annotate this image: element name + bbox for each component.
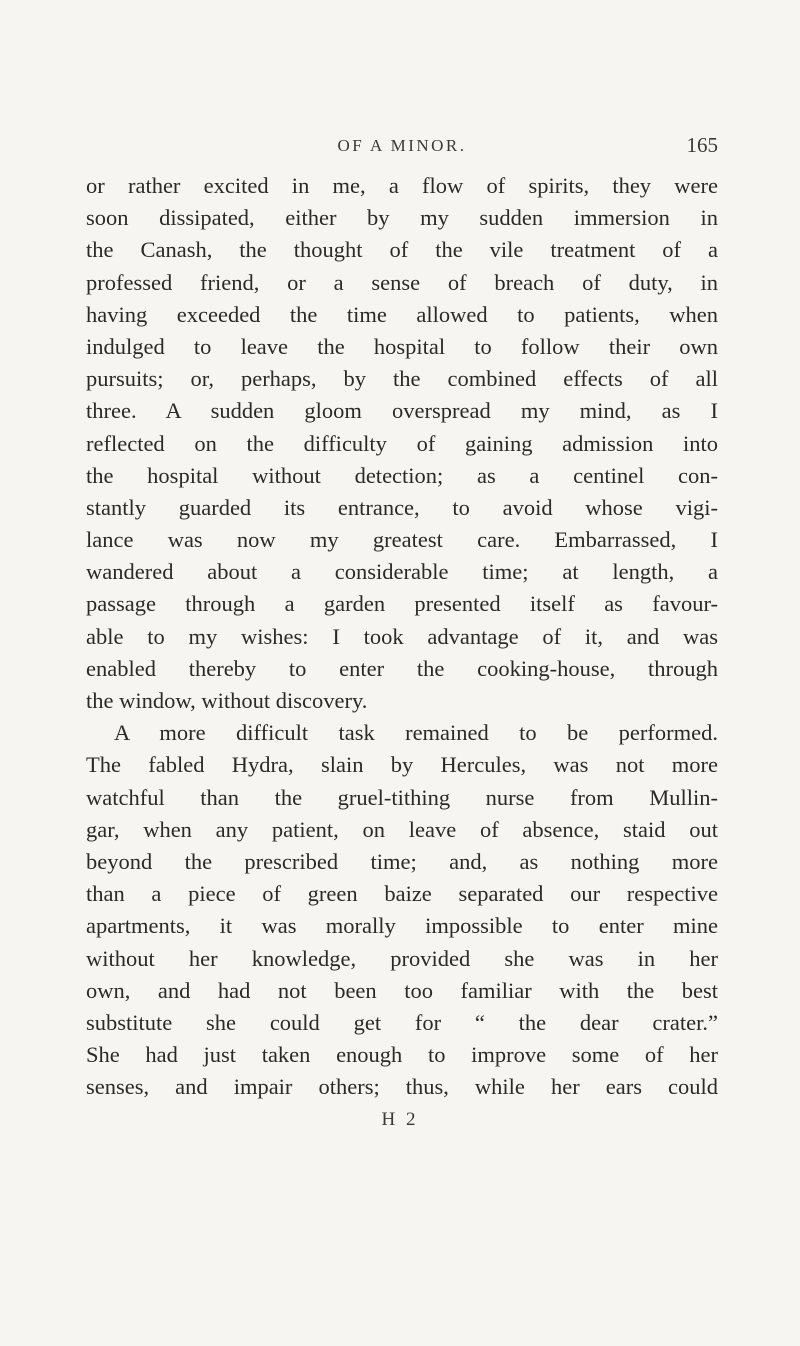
- text-line: three. A sudden gloom overspread my mind, as I: [86, 398, 718, 424]
- text-line: pursuits; or, perhaps, by the combined effects of all: [86, 366, 718, 392]
- text-line: watchful than the gruel-tithing nurse from Mullin-: [86, 784, 718, 810]
- text-line: professed friend, or a sense of breach of duty, in: [86, 269, 718, 295]
- text-line: passage through a garden presented itself as favour-: [86, 591, 718, 617]
- text-line: stantly guarded its entrance, to avoid whose vigi-: [86, 494, 718, 520]
- running-title: OF A MINOR.: [337, 136, 467, 155]
- text-line: substitute she could get for “ the dear crater.”: [86, 1009, 718, 1035]
- text-line: than a piece of green baize separated our respective: [86, 881, 718, 907]
- text-line: the Canash, the thought of the vile treatment of a: [86, 237, 718, 263]
- text-line: able to my wishes: I took advantage of it, and was: [86, 623, 718, 649]
- text-line: soon dissipated, either by my sudden immersion in: [86, 205, 718, 231]
- text-line: senses, and impair others; thus, while her ears could: [86, 1074, 718, 1100]
- text-line: apartments, it was morally impossible to enter mine: [86, 913, 718, 939]
- text-line: the window, without discovery.: [86, 688, 368, 713]
- text-line: own, and had not been too familiar with the best: [86, 977, 718, 1003]
- text-line: The fabled Hydra, slain by Hercules, was not more: [86, 752, 718, 778]
- text-line: indulged to leave the hospital to follow their own: [86, 333, 718, 359]
- text-line: the hospital without detection; as a centinel con-: [86, 462, 718, 488]
- text-line: reflected on the difficulty of gaining admission into: [86, 430, 718, 456]
- text-line: enabled thereby to enter the cooking-house, through: [86, 655, 718, 681]
- text-line: A more difficult task remained to be performed.: [114, 720, 718, 746]
- text-line: gar, when any patient, on leave of absence, staid out: [86, 816, 718, 842]
- running-head: [88, 133, 718, 166]
- text-line: lance was now my greatest care. Embarrassed, I: [86, 527, 718, 553]
- signature-mark: H 2: [381, 1109, 419, 1130]
- page-number: 165: [686, 133, 718, 157]
- text-line: She had just taken enough to improve some of her: [86, 1042, 718, 1068]
- text-line: without her knowledge, provided she was in her: [86, 945, 718, 971]
- body-text: [86, 170, 718, 1103]
- text-line: wandered about a considerable time; at length, a: [86, 559, 718, 585]
- text-line: having exceeded the time allowed to patients, when: [86, 301, 718, 327]
- text-line: or rather excited in me, a flow of spirits, they were: [86, 173, 718, 198]
- text-line: beyond the prescribed time; and, as nothing more: [86, 848, 718, 874]
